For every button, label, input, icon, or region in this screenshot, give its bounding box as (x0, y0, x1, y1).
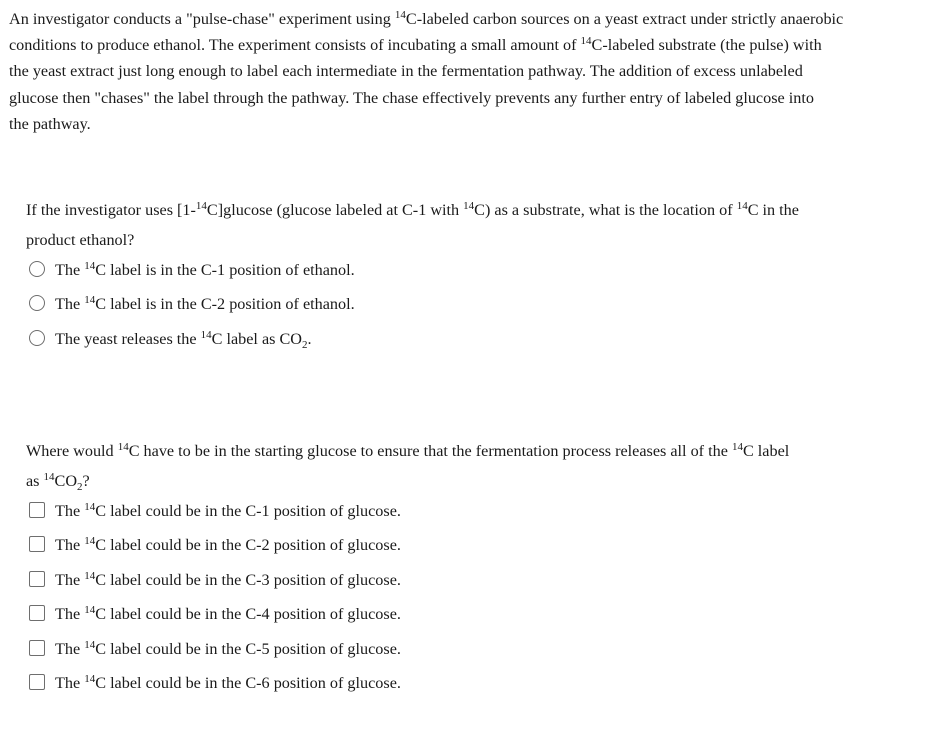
q2-option-c3[interactable] (29, 568, 401, 590)
option-label: The $^{14}$C label could be in the C-5 position of glucose. (55, 638, 401, 658)
question-text: ? (82, 472, 90, 490)
question-line (26, 466, 789, 496)
option-label: The $^{14}$C label could be in the C-6 position of glucose. (55, 672, 401, 692)
intro-line: the pathway. (9, 114, 91, 133)
intro-line (9, 32, 939, 58)
question-text: C in the (747, 201, 799, 219)
intro-text: C-labeled substrate (the pulse) with (591, 36, 822, 55)
question-text: CO (54, 472, 78, 490)
isotope-superscript: 14 (84, 603, 96, 616)
question-1-prompt (26, 195, 799, 255)
radio-button[interactable] (29, 295, 45, 311)
intro-line: glucose then "chases" the label through the pathway. The chase effectively prevents any further entry of labeled glucose into (9, 88, 814, 107)
isotope-superscript: 14 (84, 534, 96, 547)
radio-button[interactable] (29, 330, 45, 346)
question-text: C have to be in the starting glucose to ensure that the fermentation process releases all of the (128, 442, 732, 460)
checkbox[interactable] (29, 640, 45, 656)
question-text: C label (742, 442, 790, 460)
intro-line (9, 6, 939, 32)
question-text: C) as a substrate, what is the location of (474, 201, 737, 219)
checkbox[interactable] (29, 674, 45, 690)
isotope-superscript: 14 (731, 441, 743, 453)
q1-option-3[interactable] (29, 327, 312, 349)
intro-text: C-labeled carbon sources on a yeast extract under strictly anaerobic (405, 10, 844, 28)
question-text: If the investigator uses [1- (26, 201, 196, 219)
question-text: Where would (26, 442, 118, 460)
isotope-superscript: 14 (195, 200, 207, 212)
subscript: 2 (302, 338, 308, 351)
checkbox[interactable] (29, 502, 45, 518)
intro-line: the yeast extract just long enough to label each intermediate in the fermentation pathway. The addition of excess unlabeled (9, 62, 803, 81)
intro-paragraph (9, 6, 939, 137)
intro-text: conditions to produce ethanol. The experiment consists of incubating a small amount of (9, 36, 581, 55)
isotope-superscript: 14 (43, 471, 55, 483)
question-text: as (26, 472, 44, 490)
isotope-superscript: 14 (84, 569, 96, 582)
radio-button[interactable] (29, 261, 45, 277)
q2-option-c1[interactable] (29, 499, 401, 521)
q1-option-2[interactable] (29, 292, 355, 314)
isotope-superscript: 14 (736, 200, 748, 212)
isotope-superscript: 14 (580, 35, 592, 48)
checkbox[interactable] (29, 536, 45, 552)
intro-text: An investigator conducts a "pulse-chase" experiment using (9, 10, 395, 28)
checkbox[interactable] (29, 605, 45, 621)
option-label: The $^{14}$C label could be in the C-4 position of glucose. (55, 603, 401, 623)
question-2-prompt (26, 436, 789, 496)
checkbox[interactable] (29, 571, 45, 587)
option-label: The $^{14}$C label could be in the C-3 position of glucose. (55, 569, 401, 589)
question-line: product ethanol? (26, 231, 135, 249)
option-label: The $^{14}$C label is in the C-1 position of ethanol. (55, 259, 355, 279)
isotope-superscript: 14 (84, 293, 96, 306)
isotope-superscript: 14 (84, 638, 96, 651)
option-label: The yeast releases the $^{14}$C label as $CO_2$. (55, 328, 312, 351)
isotope-superscript: 14 (394, 9, 406, 21)
isotope-superscript: 14 (200, 328, 212, 341)
q1-option-1[interactable] (29, 258, 355, 280)
q2-option-c6[interactable] (29, 671, 401, 693)
isotope-superscript: 14 (84, 500, 96, 513)
isotope-superscript: 14 (117, 441, 129, 453)
isotope-superscript: 14 (84, 672, 96, 685)
isotope-superscript: 14 (84, 259, 96, 272)
question-text: C]glucose (glucose labeled at C-1 with (206, 201, 464, 219)
q2-option-c5[interactable] (29, 637, 401, 659)
option-label: The $^{14}$C label could be in the C-1 position of glucose. (55, 500, 401, 520)
q2-option-c2[interactable] (29, 533, 401, 555)
option-label: The $^{14}$C label could be in the C-2 position of glucose. (55, 534, 401, 554)
isotope-superscript: 14 (463, 200, 475, 212)
subscript: 2 (77, 481, 83, 493)
option-label: The $^{14}$C label is in the C-2 position of ethanol. (55, 293, 355, 313)
question-line (26, 436, 789, 466)
q2-option-c4[interactable] (29, 602, 401, 624)
question-line (26, 195, 799, 225)
